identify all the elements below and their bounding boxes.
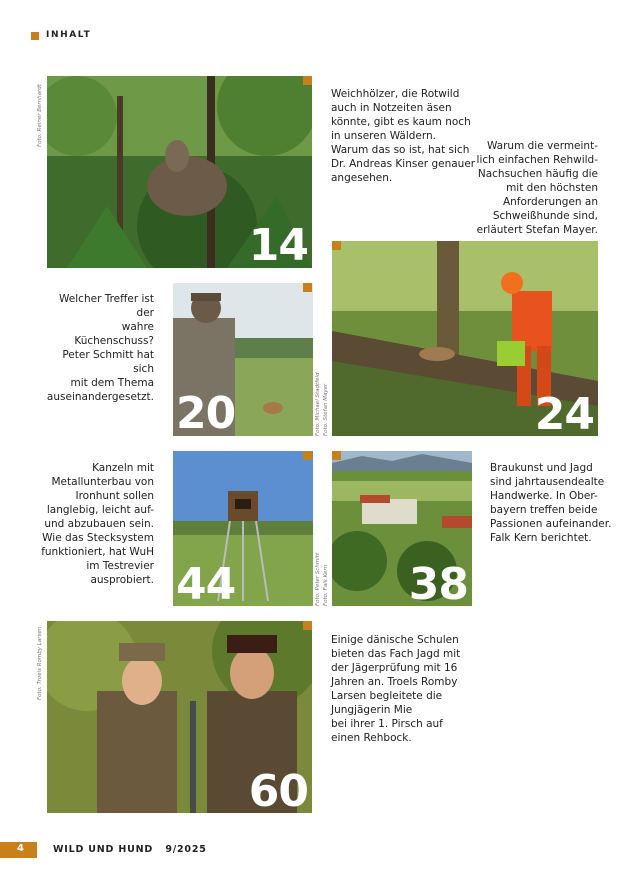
section-title: INHALT [46, 30, 92, 40]
photo-credit-20: Foto: Michael Stadtfeld [315, 372, 321, 436]
teaser-14: Weichhölzer, die Rotwild auch in Notzeiten äsen könnte, gibt es kaum noch in unseren Wäldern. Warum das so ist, hat sich Dr. Andreas Kinser genauer angesehen. [331, 88, 476, 184]
accent-marker [303, 451, 312, 460]
page-number: 4 [17, 843, 24, 854]
accent-marker [332, 451, 341, 460]
page-number-60: 60 [248, 766, 308, 813]
photo-credit-44: Foto: Peter Schmitt [315, 552, 321, 606]
accent-marker [303, 283, 312, 292]
page-number-38: 38 [408, 559, 468, 606]
teaser-38: Braukunst und Jagd sind jahrtausendealte Handwerke. In Ober- bayern treffen beide Passionen aufeinander. Falk Kern berichtet. [490, 462, 612, 544]
magazine-name: WILD UND HUND 9/2025 [53, 844, 207, 855]
teaser-20: Welcher Treffer ist der wahre Küchenschuss? Peter Schmitt hat sich mit dem Thema auseinandergesetzt. [46, 293, 154, 403]
photo-14-red-deer[interactable] [47, 76, 312, 268]
photo-credit-24: Foto: Stefan Mayer [323, 383, 329, 436]
section-marker [31, 32, 39, 40]
photo-20-hunter[interactable] [173, 283, 313, 436]
teaser-24: Warum die vermeint- lich einfachen Rehwild- Nachsuchen häufig die mit den höchsten Anforderungen an Schweißhunde sind, erläutert Stefan Mayer. [476, 140, 598, 236]
page-number-20: 20 [176, 388, 236, 436]
photo-24-tracker[interactable] [332, 241, 598, 436]
photo-44-hunting-stand[interactable] [173, 451, 313, 606]
photo-38-brewery-castle[interactable] [332, 451, 472, 606]
page-number-44: 44 [176, 559, 236, 606]
accent-marker [332, 241, 341, 250]
page-number-24: 24 [534, 389, 594, 436]
photo-credit-60: Foto: Troels Romby Larsen [37, 626, 43, 700]
photo-credit-14: Foto: Reiner Bernhardt [37, 84, 43, 147]
page-number-14: 14 [248, 220, 308, 268]
photo-60-young-hunter[interactable] [47, 621, 312, 813]
teaser-60: Einige dänische Schulen bieten das Fach Jagd mit der Jägerprüfung mit 16 Jahren an. Troels Romby Larsen begleitete die Jungjägerin Mie bei ihrer 1. Pirsch auf einen Rehbock. [331, 634, 461, 744]
accent-marker [303, 76, 312, 85]
teaser-44: Kanzeln mit Metallunterbau von Ironhunt sollen langlebig, leicht auf- und abzubauen sein. Wie das Stecksystem funktioniert, hat WuH im Testrevier ausprobiert. [41, 462, 154, 586]
photo-credit-38: Foto: Falk Kern [323, 564, 329, 606]
accent-marker [303, 621, 312, 630]
